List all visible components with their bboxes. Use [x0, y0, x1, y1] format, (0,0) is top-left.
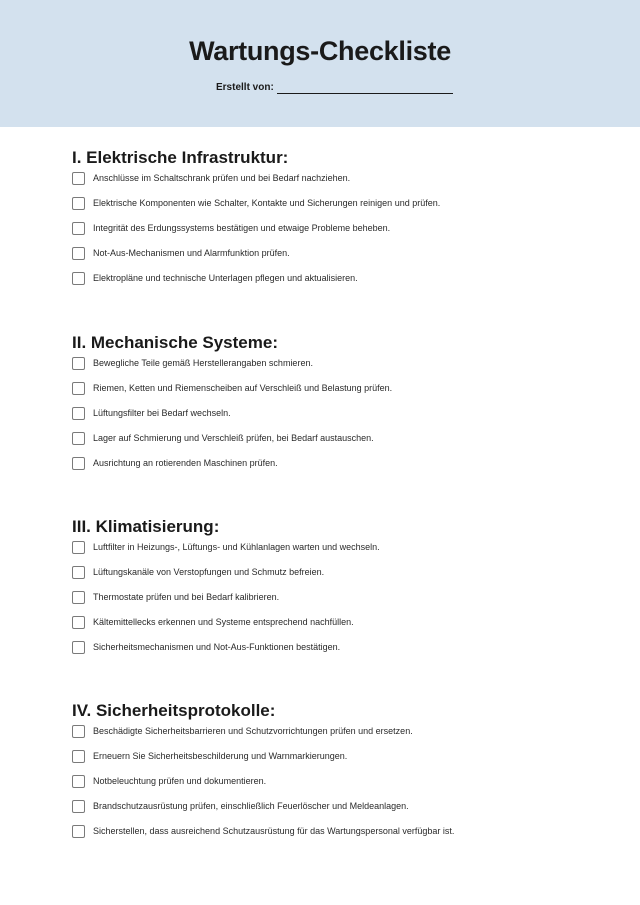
author-signature-line[interactable] [277, 84, 453, 94]
checkbox[interactable] [72, 750, 85, 763]
section-electrical [72, 148, 592, 283]
checklist-item [72, 590, 279, 604]
checklist-item-label: Lager auf Schmierung und Verschleiß prüfen, bei Bedarf austauschen. [93, 433, 374, 443]
author-row [216, 80, 453, 94]
checkbox[interactable] [72, 197, 85, 210]
checkbox[interactable] [72, 775, 85, 788]
checklist-item [72, 406, 231, 420]
checkbox[interactable] [72, 247, 85, 260]
checklist-item-label: Notbeleuchtung prüfen und dokumentieren. [93, 776, 267, 786]
checkbox[interactable] [72, 825, 85, 838]
page-header [0, 0, 640, 127]
checklist-item [72, 381, 392, 395]
section-heading: IV. Sicherheitsprotokolle: [72, 701, 276, 720]
checklist-item-label: Elektropläne und technische Unterlagen pflegen und aktualisieren. [93, 273, 358, 283]
checkbox[interactable] [72, 616, 85, 629]
checklist-item-label: Sicherheitsmechanismen und Not-Aus-Funktionen bestätigen. [93, 642, 341, 652]
checkbox[interactable] [72, 591, 85, 604]
checklist-item-label: Erneuern Sie Sicherheitsbeschilderung und Warnmarkierungen. [93, 751, 348, 761]
checklist-item [72, 824, 454, 838]
checklist-item [72, 246, 290, 260]
checklist-item [72, 271, 358, 285]
checklist-item-label: Anschlüsse im Schaltschrank prüfen und bei Bedarf nachziehen. [93, 173, 351, 183]
checklist-item [72, 540, 380, 554]
checklist-item [72, 749, 347, 763]
checklist-item-label: Integrität des Erdungssystems bestätigen und etwaige Probleme beheben. [93, 223, 391, 233]
checkbox[interactable] [72, 432, 85, 445]
checklist-item [72, 456, 278, 470]
checklist-item [72, 196, 440, 210]
checkbox[interactable] [72, 541, 85, 554]
checklist-item [72, 221, 390, 235]
checklist-item-label: Thermostate prüfen und bei Bedarf kalibrieren. [93, 592, 280, 602]
checkbox[interactable] [72, 172, 85, 185]
section-heading: II. Mechanische Systeme: [72, 333, 278, 352]
checkbox[interactable] [72, 357, 85, 370]
checklist-item-label: Elektrische Komponenten wie Schalter, Kontakte und Sicherungen reinigen und prüfen. [93, 198, 441, 208]
section-hvac [72, 517, 592, 652]
checkbox[interactable] [72, 457, 85, 470]
checklist-item-label: Riemen, Ketten und Riemenscheiben auf Verschleiß und Belastung prüfen. [93, 383, 393, 393]
checklist-item [72, 615, 354, 629]
section-heading: III. Klimatisierung: [72, 517, 220, 536]
checklist-item-label: Ausrichtung an rotierenden Maschinen prüfen. [93, 458, 278, 468]
checkbox[interactable] [72, 222, 85, 235]
section-heading: I. Elektrische Infrastruktur: [72, 148, 289, 167]
checklist-item-label: Bewegliche Teile gemäß Herstellerangaben schmieren. [93, 358, 313, 368]
section-safety [72, 701, 592, 836]
checklist-item [72, 640, 340, 654]
checkbox[interactable] [72, 800, 85, 813]
checklist-item [72, 431, 374, 445]
checklist-item-label: Lüftungsfilter bei Bedarf wechseln. [93, 408, 231, 418]
checkbox[interactable] [72, 407, 85, 420]
checklist-item [72, 799, 409, 813]
checkbox[interactable] [72, 641, 85, 654]
author-label: Erstellt von: [216, 82, 274, 93]
checklist-item [72, 565, 324, 579]
checklist-item [72, 724, 413, 738]
checkbox[interactable] [72, 725, 85, 738]
checkbox[interactable] [72, 272, 85, 285]
checklist-item-label: Kältemittellecks erkennen und Systeme entsprechend nachfüllen. [93, 617, 354, 627]
checklist-item [72, 774, 266, 788]
checklist-item [72, 171, 350, 185]
section-mechanical [72, 333, 592, 468]
checklist-item-label: Sicherstellen, dass ausreichend Schutzausrüstung für das Wartungspersonal verfügbar ist. [93, 826, 455, 836]
checklist-item-label: Luftfilter in Heizungs-, Lüftungs- und Kühlanlagen warten und wechseln. [93, 542, 380, 552]
checklist-item [72, 356, 313, 370]
page-title: Wartungs-Checkliste [189, 36, 451, 66]
checklist-item-label: Lüftungskanäle von Verstopfungen und Schmutz befreien. [93, 567, 325, 577]
checklist-item-label: Not-Aus-Mechanismen und Alarmfunktion prüfen. [93, 248, 290, 258]
checkbox[interactable] [72, 382, 85, 395]
checkbox[interactable] [72, 566, 85, 579]
checklist-item-label: Beschädigte Sicherheitsbarrieren und Schutzvorrichtungen prüfen und ersetzen. [93, 726, 413, 736]
checklist-item-label: Brandschutzausrüstung prüfen, einschließlich Feuerlöscher und Meldeanlagen. [93, 801, 409, 811]
